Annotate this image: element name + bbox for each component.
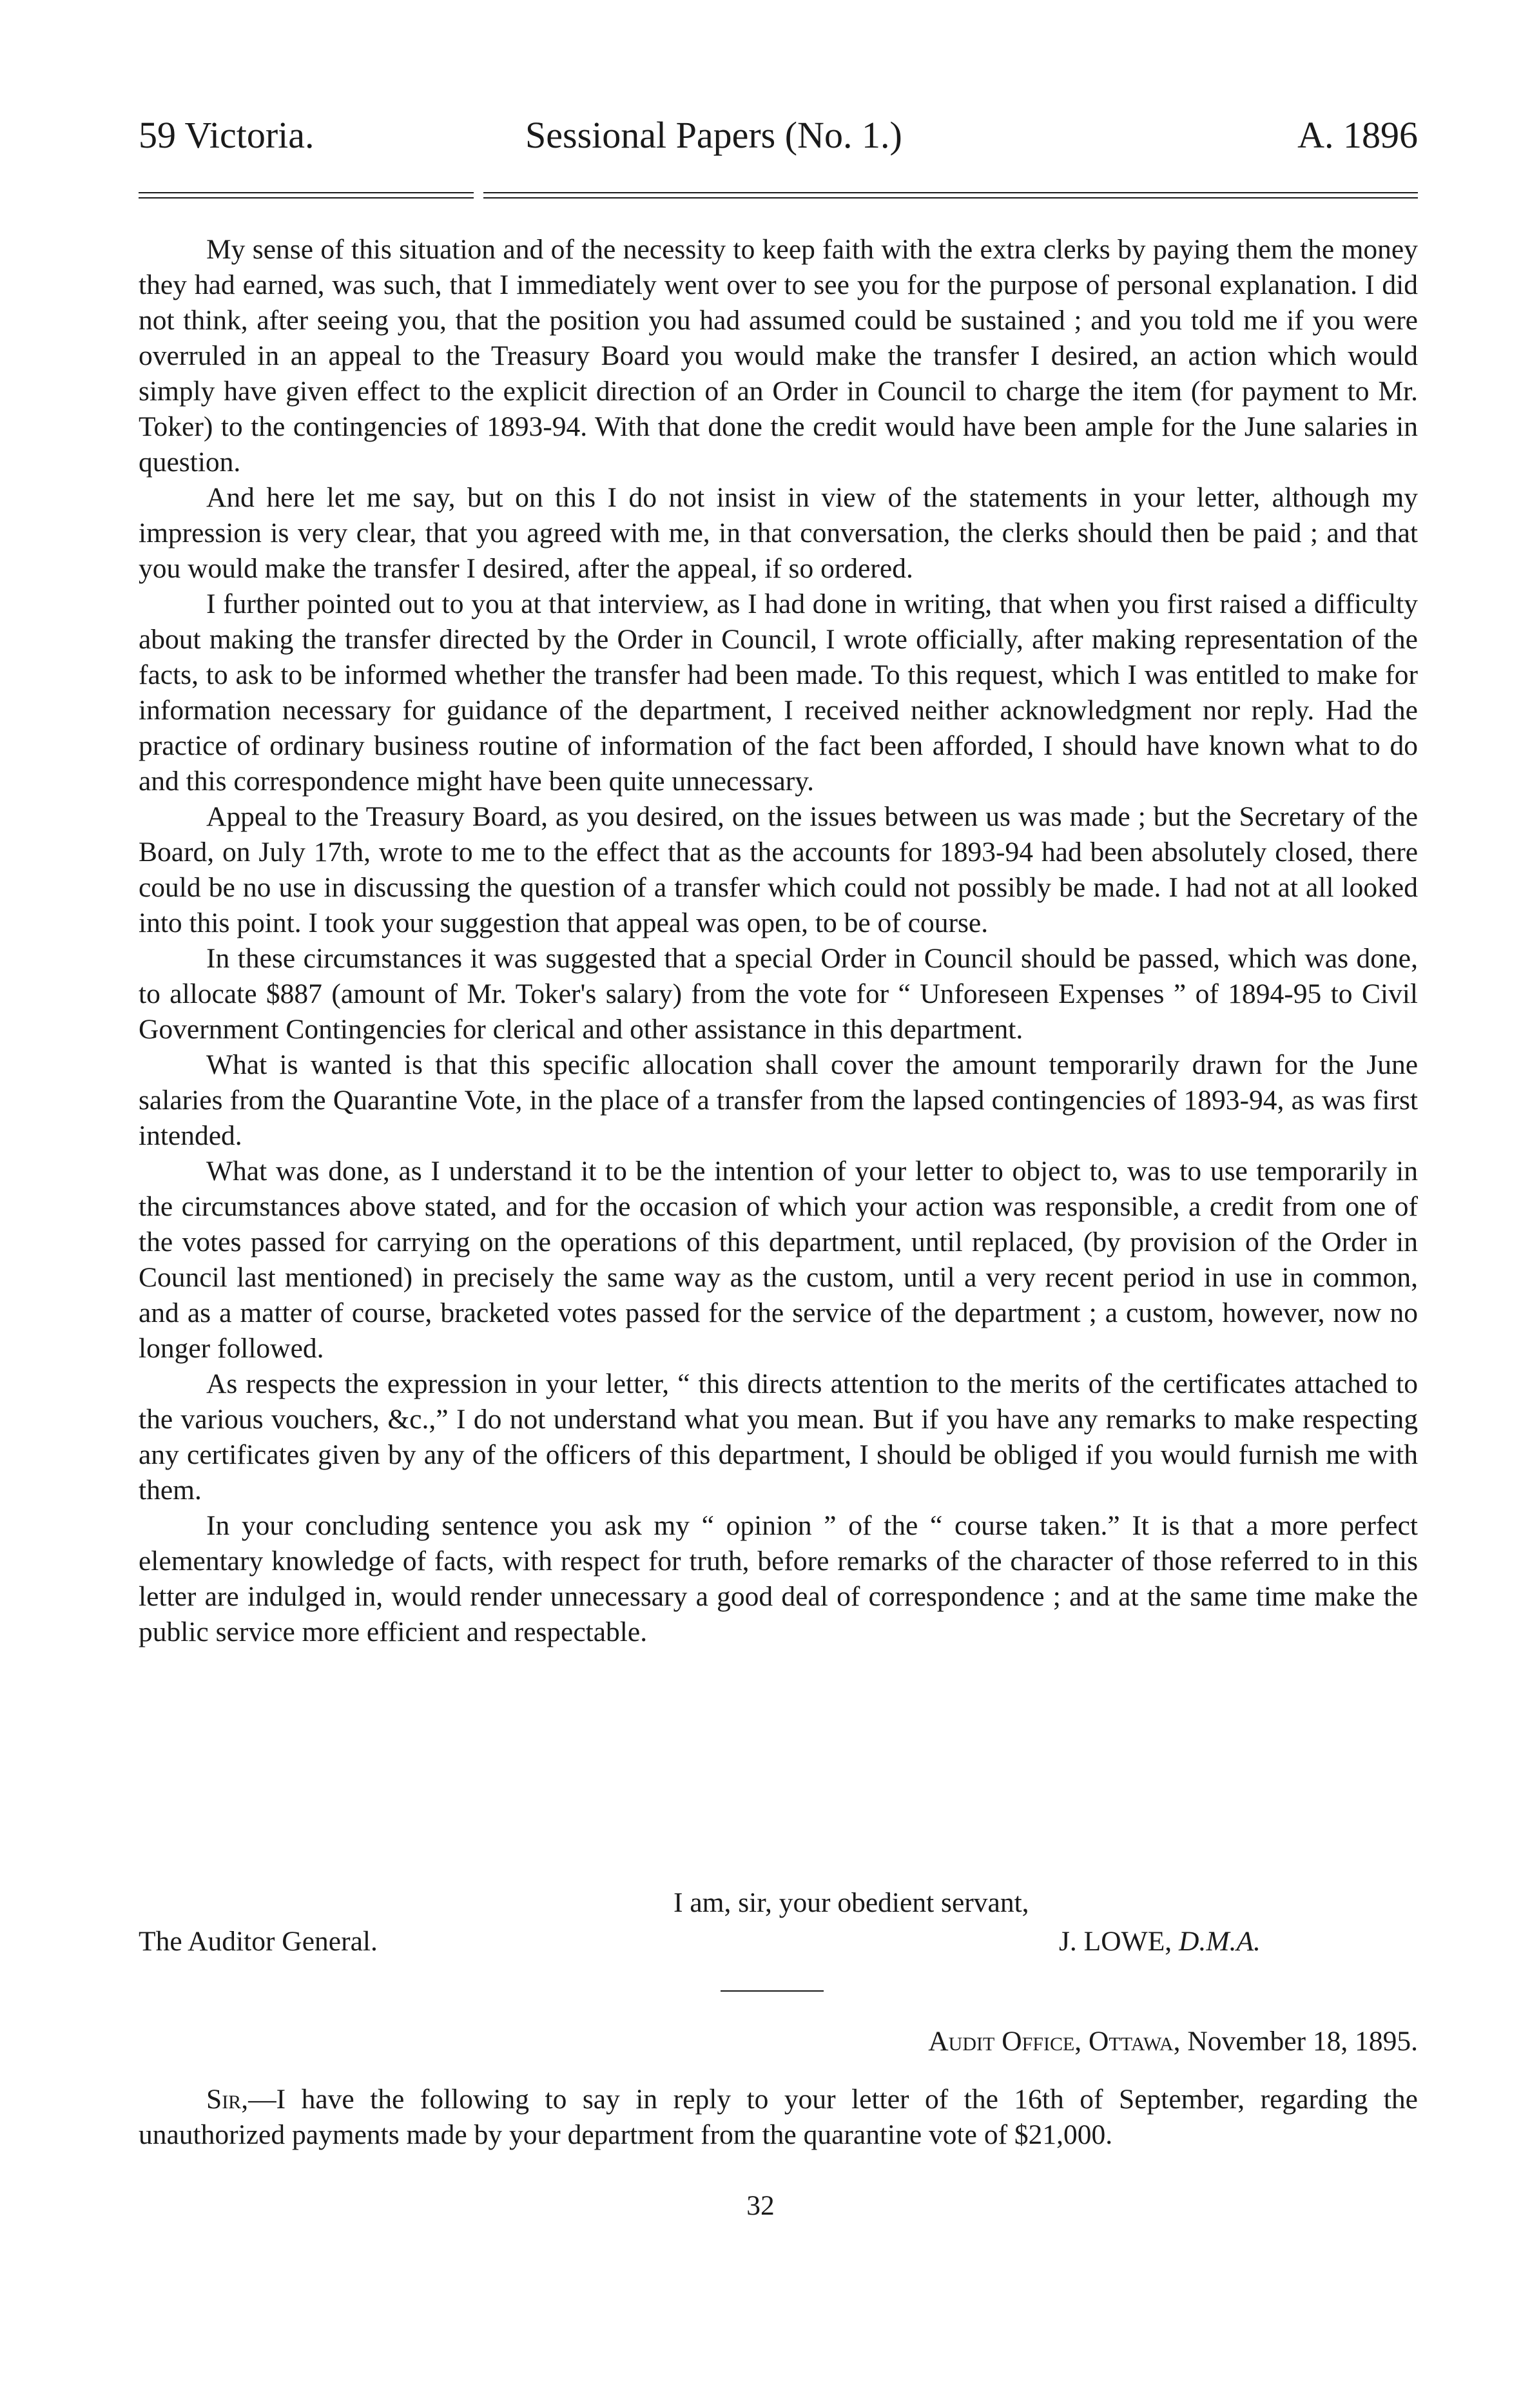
header-year: A. 1896: [1297, 114, 1418, 156]
paragraph: Appeal to the Treasury Board, as you desired, on the issues between us was made ; but the Secretary of the Board, on July 17th, wrote to me to the effect that as the accounts for 1893-94 had been absolutely closed, there could be no use in discussing the question of a transfer which could not possibly be made. I had not at all looked into this point. I took your suggestion that appeal was open, to be of course.: [139, 801, 1418, 938]
header-title: Sessional Papers (No. 1.): [525, 114, 902, 156]
paragraph: What is wanted is that this specific allocation shall cover the amount temporarily drawn for the June salaries from the Quarantine Vote, in the place of a transfer from the lapsed contingencies of 1893-94, as was first intended.: [139, 1049, 1418, 1151]
paragraph: In these circumstances it was suggested that a special Order in Council should be passed, which was done, to allocate $887 (amount of Mr. Toker's salary) from the vote for “ Unforeseen Expenses ” of 1894-95 to Civil Government Contingencies for clerical and other assistance in this department.: [139, 943, 1418, 1045]
paragraph: I further pointed out to you at that interview, as I had done in writing, that when you first raised a difficulty about making the transfer directed by the Order in Council, I wrote officially, after making representation of the facts, to ask to be informed whether the transfer had been made. To this request, which I was entitled to make for information necessary for guidance of the department, I received neither acknowledgment nor reply. Had the practice of ordinary business routine of information of the fact been afforded, I should have known what to do and this correspondence might have been quite unnecessary.: [139, 588, 1418, 797]
closing-salutation: I am, sir, your obedient servant,: [673, 1887, 1029, 1918]
paragraph: What was done, as I understand it to be the intention of your letter to object to, was to use temporarily in the circumstances above stated, and for the occasion of which your action was responsible, a credit from one of the votes passed for carrying on the operations of this department, until replaced, (by provision of the Order in Council last mentioned) in precisely the same way as the custom, until a very recent period in use in common, and as a matter of course, bracketed votes passed for the service of the department ; a custom, however, now no longer followed.: [139, 1156, 1418, 1364]
reply-text: —I have the following to say in reply to your letter of the 16th of September, regarding the unauthorized payments made by your department from the quarantine vote of $21,000.: [139, 2084, 1418, 2150]
header-rule-left-top: [139, 192, 474, 193]
paragraph: In your concluding sentence you ask my “ opinion ” of the “ course taken.” It is that a more perfect elementary knowledge of facts, with respect for truth, before remarks of the character of those referred to in this letter are indulged in, would render unnecessary a good deal of correspondence ; and at the same time make the public service more efficient and respectable.: [139, 1510, 1418, 1647]
reply-paragraph: [139, 2082, 1418, 2153]
signature: [1059, 1924, 1261, 1959]
dateline-date: November 18, 1895.: [1187, 2026, 1418, 2057]
signature-name: J. LOWE,: [1059, 1926, 1172, 1957]
paragraph: My sense of this situation and of the necessity to keep faith with the extra clerks by paying them the money they had earned, was such, that I immediately went over to see you for the purpose of personal explanation. I did not think, after seeing you, that the position you had assumed could be sustained ; and you told me if you were overruled in an appeal to the Treasury Board you would make the transfer I desired, an action which would simply have given effect to the explicit direction of an Order in Council to charge the item (for payment to Mr. Toker) to the contingencies of 1893-94. With that done the credit would have been ample for the June salaries in question.: [139, 234, 1418, 478]
addressee: The Auditor General.: [139, 1926, 378, 1957]
header-rule-right-top: [483, 192, 1418, 193]
header-rules: [139, 192, 1418, 204]
reply-letter: [139, 2082, 1418, 2153]
paragraph: As respects the expression in your letter, “ this directs attention to the merits of the certificates attached to the various vouchers, &c.,” I do not understand what you mean. But if you have any remarks to make respecting any certificates given by any of the officers of this department, I should be obliged if you would furnish me with them.: [139, 1368, 1418, 1506]
header-volume: 59 Victoria.: [139, 114, 315, 156]
header-rule-right-bottom: [483, 197, 1418, 199]
paragraph: And here let me say, but on this I do not insist in view of the statements in your letter, although my impression is very clear, that you agreed with me, in that conversation, the clerks should then be paid ; and that you would make the transfer I desired, after the appeal, if so ordered.: [139, 482, 1418, 584]
section-separator: [721, 1990, 824, 1992]
dateline-office: Audit Office, Ottawa,: [928, 2026, 1181, 2057]
letter-body: [139, 232, 1418, 1650]
page-header: [139, 110, 1418, 161]
signature-title: D.M.A.: [1179, 1926, 1261, 1957]
header-rule-left-bottom: [139, 197, 474, 199]
dateline: [928, 2024, 1418, 2059]
page-number: 32: [746, 2190, 775, 2221]
reply-salutation: Sir,: [206, 2084, 249, 2115]
